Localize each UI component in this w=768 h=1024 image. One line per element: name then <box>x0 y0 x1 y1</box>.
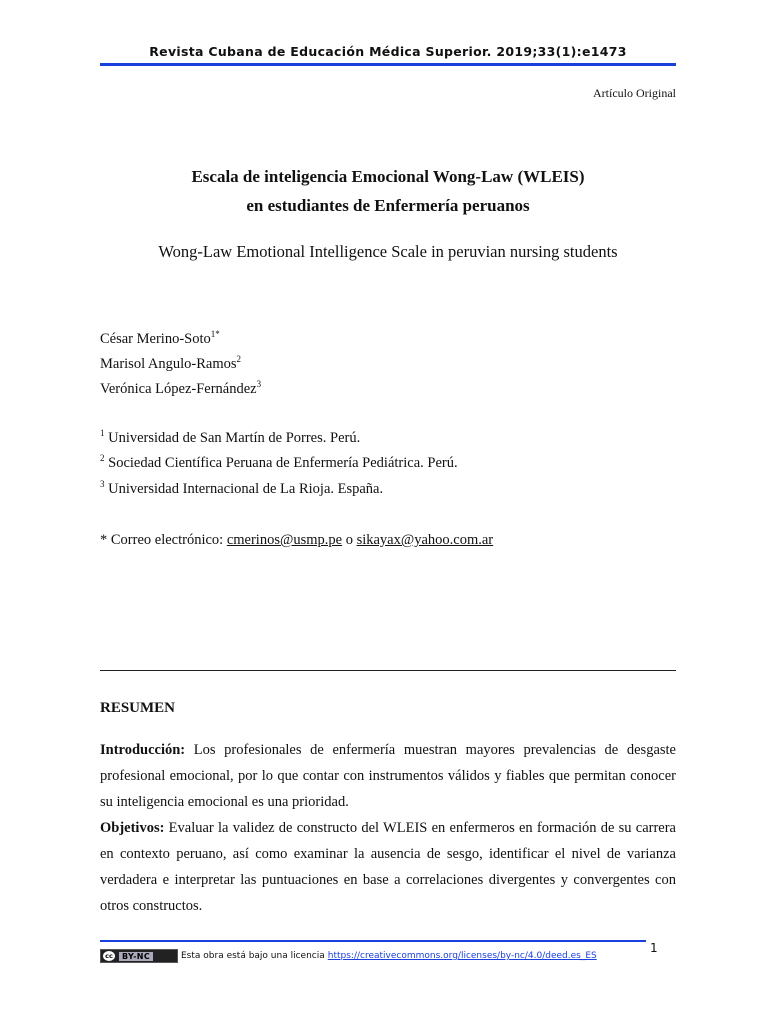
header-rule <box>100 63 676 66</box>
affiliation-2 <box>100 455 458 472</box>
author-name: Marisol Angulo-Ramos <box>100 356 237 372</box>
author-mark: 1* <box>210 329 220 340</box>
author-2 <box>100 356 241 373</box>
affiliation-1 <box>100 430 360 447</box>
license-link[interactable]: https://creativecommons.org/licenses/by-nc/4.0/deed.es_ES <box>327 951 597 961</box>
affiliation-mark: 3 <box>100 479 105 490</box>
resumen-heading: RESUMEN <box>100 700 176 716</box>
english-title: Wong-Law Emotional Intelligence Scale in peruvian nursing students <box>158 242 618 261</box>
affiliation-text: Universidad Internacional de La Rioja. España. <box>108 481 384 497</box>
cc-badge-label: BY-NC <box>119 952 153 961</box>
intro-text: Los profesionales de enfermería muestran mayores prevalencias de desgaste profesional emocional, por lo que contar con instrumentos válidos y fiables que permitan conocer su inteligencia emocional es una prioridad. <box>100 742 676 810</box>
intro-label: Introducción: <box>100 742 186 758</box>
spanish-title-line-1: Escala de inteligencia Emocional Wong-Law (WLEIS) <box>191 167 585 186</box>
license-footer <box>100 949 597 963</box>
correspondence-prefix: * Correo electrónico: <box>100 532 227 548</box>
author-mark: 2 <box>236 354 242 365</box>
journal-header: Revista Cubana de Educación Médica Superior. 2019;33(1):e1473 <box>149 44 627 59</box>
author-name: César Merino-Soto <box>100 331 211 347</box>
author-3 <box>100 381 261 398</box>
affiliation-3 <box>100 481 383 498</box>
email-link-1[interactable]: cmerinos@usmp.pe <box>226 532 343 548</box>
correspondence-line <box>100 532 493 549</box>
author-mark: 3 <box>256 379 262 390</box>
section-divider <box>100 670 676 671</box>
abstract-introduction <box>100 737 676 815</box>
article-type-label: Artículo Original <box>593 86 676 100</box>
affiliation-mark: 1 <box>100 428 105 439</box>
page-number: 1 <box>650 941 658 955</box>
affiliation-text: Sociedad Científica Peruana de Enfermería Pediátrica. Perú. <box>108 455 458 471</box>
abstract-objectives <box>100 815 676 919</box>
footer-rule <box>100 940 646 942</box>
email-link-2[interactable]: sikayax@yahoo.com.ar <box>356 532 494 548</box>
cc-symbol: cc <box>103 951 115 961</box>
cc-by-nc-icon[interactable] <box>100 949 178 963</box>
author-1 <box>100 331 220 348</box>
abstract-body <box>100 737 676 919</box>
objectives-text: Evaluar la validez de constructo del WLEIS en enfermeros en formación de su carrera en contexto peruano, así como examinar la ausencia de sesgo, identificar el nivel de varianza verdadera e interpretar las puntuaciones en base a correlaciones divergentes y convergentes con otros constructos. <box>100 820 676 914</box>
author-name: Verónica López-Fernández <box>100 381 257 397</box>
objectives-label: Objetivos: <box>100 820 165 836</box>
affiliation-mark: 2 <box>100 453 105 464</box>
affiliation-text: Universidad de San Martín de Porres. Perú. <box>108 430 361 446</box>
license-text: Esta obra está bajo una licencia <box>181 951 325 961</box>
correspondence-connector: o <box>342 532 357 548</box>
spanish-title-line-2: en estudiantes de Enfermería peruanos <box>246 196 530 215</box>
